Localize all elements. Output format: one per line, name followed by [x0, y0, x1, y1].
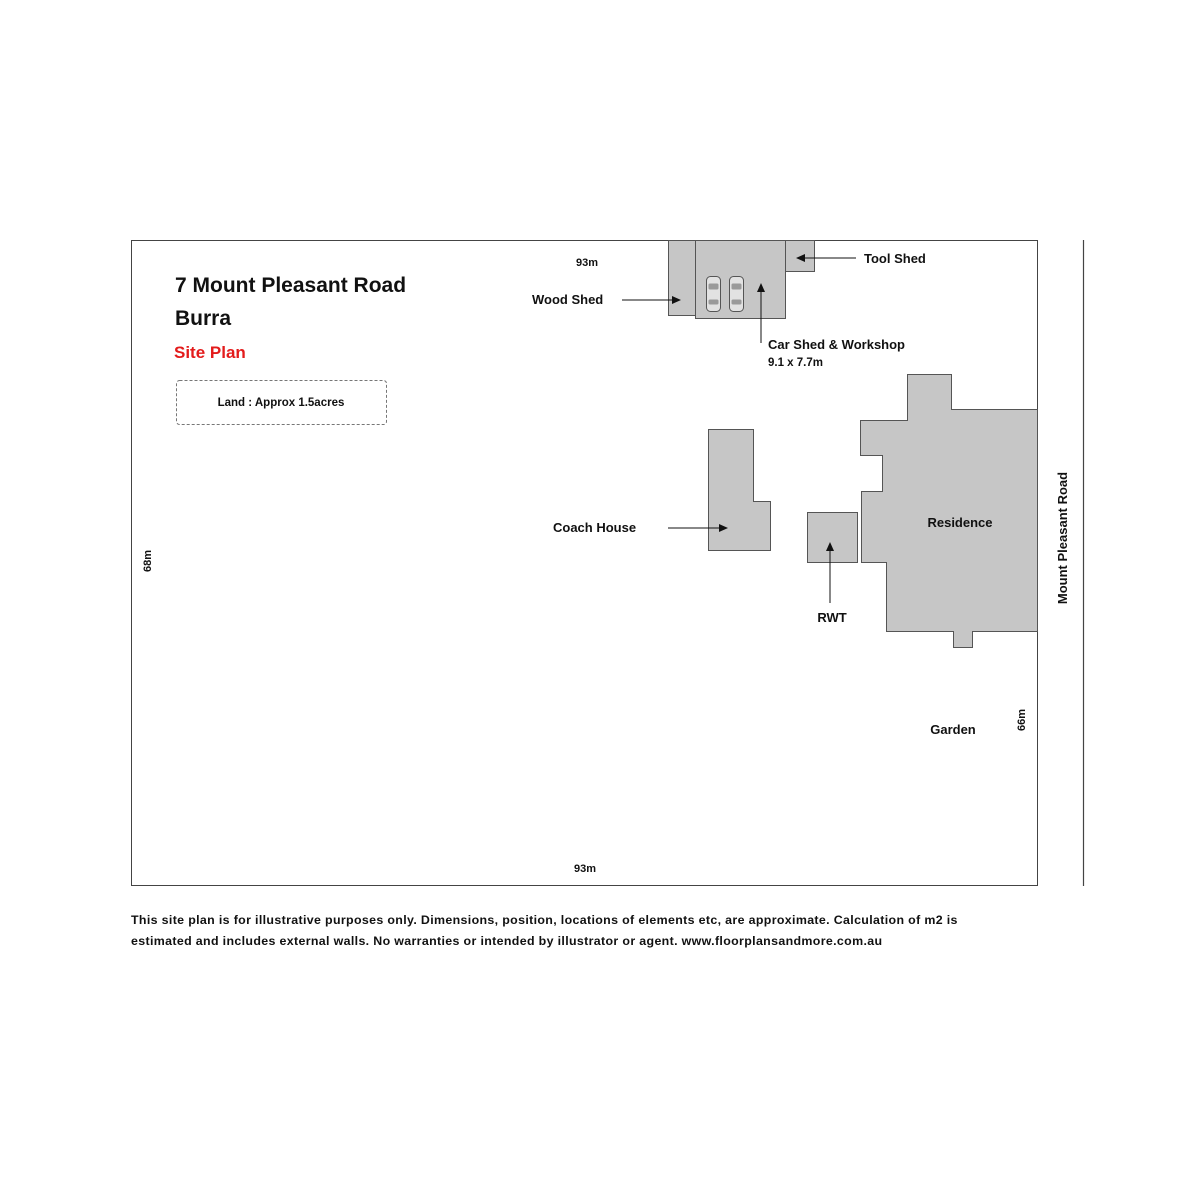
land-area-text: Land : Approx 1.5acres: [217, 397, 345, 409]
car-shed-label: Car Shed & Workshop: [768, 337, 906, 352]
wood-shed: [669, 241, 696, 316]
road-name: Mount Pleasant Road: [1055, 471, 1070, 605]
right-dimension: 66m: [1016, 708, 1028, 732]
garden-label: Garden: [930, 722, 976, 737]
left-dimension: 68m: [142, 549, 154, 573]
car-icon: [707, 277, 721, 312]
coach-house: [709, 430, 771, 551]
car-icon: [730, 277, 744, 312]
residence: [861, 375, 1038, 648]
rwt-label: RWT: [817, 610, 847, 625]
tool-shed: [786, 241, 815, 272]
address-line-2: Burra: [175, 307, 232, 330]
coach-house-label: Coach House: [553, 520, 637, 535]
car-shed-size-label: 9.1 x 7.7m: [768, 357, 823, 369]
site-plan-subtitle: Site Plan: [174, 343, 246, 362]
disclaimer-line-1: This site plan is for illustrative purposes only. Dimensions, position, locations of elements etc, are approximate. Calculation of m2 is: [131, 913, 958, 927]
rainwater-tank: [808, 513, 858, 563]
bottom-dimension: 93m: [573, 863, 597, 875]
wood-shed-label: Wood Shed: [532, 292, 604, 307]
disclaimer: [131, 910, 1051, 951]
disclaimer-line-2: estimated and includes external walls. No warranties or intended by illustrator or agent. www.floorplansandmore.com.au: [131, 933, 883, 948]
address-line-1: 7 Mount Pleasant Road: [175, 274, 407, 297]
residence-label: Residence: [927, 515, 993, 530]
top-dimension: 93m: [575, 257, 599, 269]
tool-shed-label: Tool Shed: [864, 251, 926, 266]
